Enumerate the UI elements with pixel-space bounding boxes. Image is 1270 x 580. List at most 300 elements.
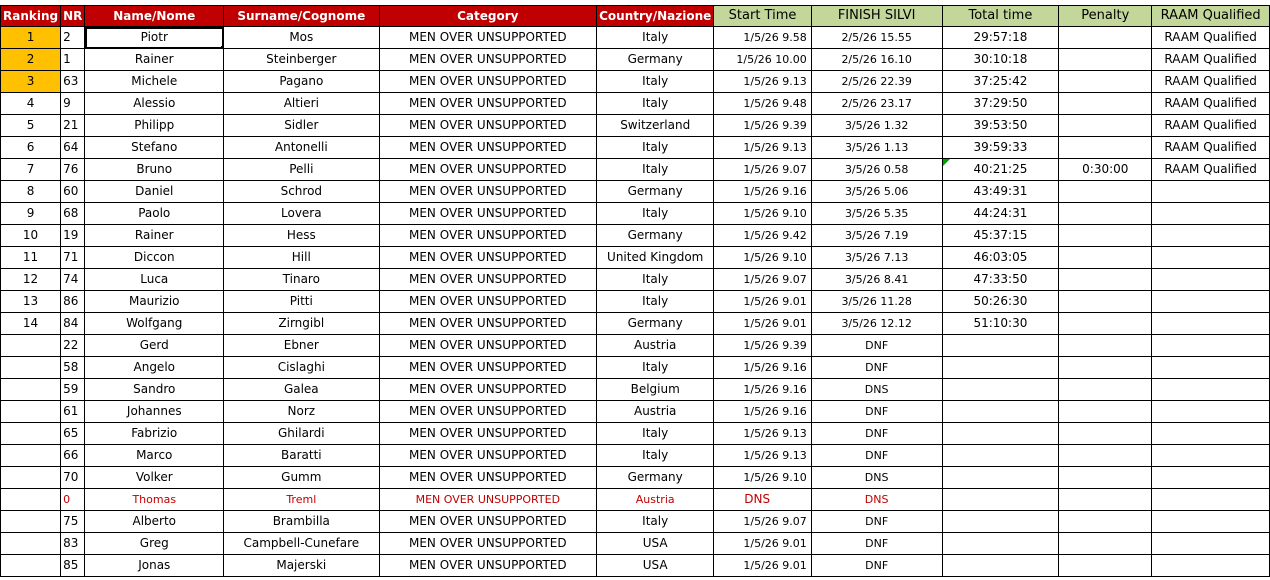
cell-ranking[interactable]: 11 <box>1 247 61 269</box>
cell-surname[interactable]: Lovera <box>224 203 379 225</box>
cell-nr[interactable]: 63 <box>61 71 85 93</box>
cell-finish[interactable]: 3/5/26 5.06 <box>811 181 942 203</box>
cell-name[interactable]: Paolo <box>85 203 224 225</box>
cell-country[interactable]: Italy <box>597 159 714 181</box>
cell-surname[interactable]: Schrod <box>224 181 379 203</box>
cell-category[interactable]: MEN OVER UNSUPPORTED <box>379 555 597 577</box>
cell-penalty[interactable] <box>1059 225 1152 247</box>
cell-raam[interactable] <box>1152 555 1270 577</box>
cell-surname[interactable]: Hill <box>224 247 379 269</box>
header-ranking[interactable]: Ranking <box>1 6 61 27</box>
cell-start-time[interactable]: 1/5/26 9.13 <box>714 71 811 93</box>
cell-nr[interactable]: 74 <box>61 269 85 291</box>
cell-finish[interactable]: 3/5/26 8.41 <box>811 269 942 291</box>
cell-start-time[interactable]: 1/5/26 9.10 <box>714 467 811 489</box>
cell-start-time[interactable]: 1/5/26 9.01 <box>714 555 811 577</box>
cell-name[interactable]: Marco <box>85 445 224 467</box>
cell-country[interactable]: Italy <box>597 291 714 313</box>
cell-total-time[interactable]: 47:33:50 <box>942 269 1059 291</box>
cell-start-time[interactable]: DNS <box>714 489 811 511</box>
cell-penalty[interactable] <box>1059 93 1152 115</box>
cell-country[interactable]: Austria <box>597 335 714 357</box>
cell-nr[interactable]: 9 <box>61 93 85 115</box>
cell-category[interactable]: MEN OVER UNSUPPORTED <box>379 27 597 49</box>
cell-nr[interactable]: 66 <box>61 445 85 467</box>
cell-category[interactable]: MEN OVER UNSUPPORTED <box>379 137 597 159</box>
cell-name[interactable]: Philipp <box>85 115 224 137</box>
cell-ranking[interactable]: 4 <box>1 93 61 115</box>
cell-surname[interactable]: Sidler <box>224 115 379 137</box>
cell-finish[interactable]: 3/5/26 7.19 <box>811 225 942 247</box>
cell-nr[interactable]: 61 <box>61 401 85 423</box>
cell-ranking[interactable] <box>1 533 61 555</box>
cell-start-time[interactable]: 1/5/26 9.07 <box>714 269 811 291</box>
cell-finish[interactable]: DNF <box>811 555 942 577</box>
table-row <box>1 511 1270 533</box>
header-surname[interactable]: Surname/Cognome <box>224 6 379 27</box>
cell-name[interactable]: Johannes <box>85 401 224 423</box>
cell-start-time[interactable]: 1/5/26 9.16 <box>714 379 811 401</box>
cell-start-time[interactable]: 1/5/26 9.10 <box>714 203 811 225</box>
cell-raam[interactable] <box>1152 511 1270 533</box>
cell-finish[interactable]: 3/5/26 1.32 <box>811 115 942 137</box>
cell-name[interactable]: Sandro <box>85 379 224 401</box>
cell-finish[interactable]: 3/5/26 11.28 <box>811 291 942 313</box>
cell-raam[interactable]: RAAM Qualified <box>1152 49 1270 71</box>
cell-penalty[interactable] <box>1059 335 1152 357</box>
cell-category[interactable]: MEN OVER UNSUPPORTED <box>379 247 597 269</box>
table-row <box>1 291 1270 313</box>
header-penalty[interactable]: Penalty <box>1059 6 1152 27</box>
cell-start-time[interactable]: 1/5/26 9.07 <box>714 511 811 533</box>
cell-ranking[interactable] <box>1 555 61 577</box>
cell-raam[interactable] <box>1152 489 1270 511</box>
cell-name[interactable]: Gerd <box>85 335 224 357</box>
cell-ranking[interactable]: 9 <box>1 203 61 225</box>
cell-name[interactable]: Piotr <box>85 27 224 49</box>
cell-nr[interactable]: 83 <box>61 533 85 555</box>
cell-country[interactable]: Italy <box>597 357 714 379</box>
cell-surname[interactable]: Hess <box>224 225 379 247</box>
cell-name[interactable]: Maurizio <box>85 291 224 313</box>
cell-ranking[interactable]: 14 <box>1 313 61 335</box>
header-country[interactable]: Country/Nazione <box>597 6 714 27</box>
cell-total-time[interactable] <box>942 467 1059 489</box>
cell-surname[interactable]: Norz <box>224 401 379 423</box>
cell-start-time[interactable]: 1/5/26 9.16 <box>714 181 811 203</box>
cell-raam[interactable] <box>1152 181 1270 203</box>
cell-raam[interactable] <box>1152 313 1270 335</box>
cell-penalty[interactable] <box>1059 291 1152 313</box>
cell-name[interactable]: Rainer <box>85 49 224 71</box>
cell-start-time[interactable]: 1/5/26 9.13 <box>714 137 811 159</box>
table-row <box>1 445 1270 467</box>
cell-category[interactable]: MEN OVER UNSUPPORTED <box>379 401 597 423</box>
cell-category[interactable]: MEN OVER UNSUPPORTED <box>379 49 597 71</box>
cell-start-time[interactable]: 1/5/26 9.42 <box>714 225 811 247</box>
cell-nr[interactable]: 64 <box>61 137 85 159</box>
cell-category[interactable]: MEN OVER UNSUPPORTED <box>379 269 597 291</box>
cell-start-time[interactable]: 1/5/26 9.48 <box>714 93 811 115</box>
table-row <box>1 49 1270 71</box>
cell-ranking[interactable] <box>1 423 61 445</box>
cell-surname[interactable]: Pagano <box>224 71 379 93</box>
cell-nr[interactable]: 85 <box>61 555 85 577</box>
cell-start-time[interactable]: 1/5/26 9.13 <box>714 423 811 445</box>
cell-name[interactable]: Thomas <box>85 489 224 511</box>
cell-total-time[interactable]: 46:03:05 <box>942 247 1059 269</box>
cell-nr[interactable]: 70 <box>61 467 85 489</box>
table-row <box>1 467 1270 489</box>
cell-raam[interactable] <box>1152 445 1270 467</box>
cell-total-time[interactable]: 37:25:42 <box>942 71 1059 93</box>
cell-total-time[interactable] <box>942 445 1059 467</box>
cell-category[interactable]: MEN OVER UNSUPPORTED <box>379 93 597 115</box>
cell-penalty[interactable] <box>1059 137 1152 159</box>
cell-finish[interactable]: 2/5/26 15.55 <box>811 27 942 49</box>
cell-country[interactable]: USA <box>597 555 714 577</box>
cell-finish[interactable]: 2/5/26 16.10 <box>811 49 942 71</box>
cell-surname[interactable]: Baratti <box>224 445 379 467</box>
cell-start-time[interactable]: 1/5/26 9.07 <box>714 159 811 181</box>
cell-surname[interactable]: Campbell-Cunefare <box>224 533 379 555</box>
cell-ranking[interactable]: 7 <box>1 159 61 181</box>
cell-country[interactable]: Germany <box>597 181 714 203</box>
cell-category[interactable]: MEN OVER UNSUPPORTED <box>379 159 597 181</box>
header-start-time[interactable]: Start Time <box>714 6 811 27</box>
cell-ranking[interactable]: 2 <box>1 49 61 71</box>
cell-category[interactable]: MEN OVER UNSUPPORTED <box>379 225 597 247</box>
cell-ranking[interactable]: 3 <box>1 71 61 93</box>
cell-category[interactable]: MEN OVER UNSUPPORTED <box>379 445 597 467</box>
cell-finish[interactable]: DNF <box>811 401 942 423</box>
cell-country[interactable]: Italy <box>597 511 714 533</box>
cell-nr[interactable]: 68 <box>61 203 85 225</box>
cell-surname[interactable]: Mos <box>224 27 379 49</box>
cell-country[interactable]: Italy <box>597 269 714 291</box>
cell-finish[interactable]: DNF <box>811 335 942 357</box>
cell-surname[interactable]: Galea <box>224 379 379 401</box>
cell-finish[interactable]: DNF <box>811 423 942 445</box>
cell-total-time[interactable]: 50:26:30 <box>942 291 1059 313</box>
cell-country[interactable]: Italy <box>597 71 714 93</box>
cell-penalty[interactable] <box>1059 511 1152 533</box>
table-row <box>1 181 1270 203</box>
cell-category[interactable]: MEN OVER UNSUPPORTED <box>379 115 597 137</box>
cell-name[interactable]: Bruno <box>85 159 224 181</box>
cell-penalty[interactable] <box>1059 247 1152 269</box>
cell-name[interactable]: Rainer <box>85 225 224 247</box>
cell-raam[interactable] <box>1152 357 1270 379</box>
cell-country[interactable]: Italy <box>597 27 714 49</box>
cell-finish[interactable]: 3/5/26 1.13 <box>811 137 942 159</box>
cell-category[interactable]: MEN OVER UNSUPPORTED <box>379 423 597 445</box>
cell-start-time[interactable]: 1/5/26 9.58 <box>714 27 811 49</box>
cell-category[interactable]: MEN OVER UNSUPPORTED <box>379 357 597 379</box>
cell-total-time[interactable] <box>942 401 1059 423</box>
cell-penalty[interactable] <box>1059 489 1152 511</box>
cell-surname[interactable]: Ebner <box>224 335 379 357</box>
cell-nr[interactable]: 21 <box>61 115 85 137</box>
cell-ranking[interactable]: 1 <box>1 27 61 49</box>
cell-penalty[interactable] <box>1059 71 1152 93</box>
cell-name[interactable]: Alessio <box>85 93 224 115</box>
cell-total-time[interactable] <box>942 357 1059 379</box>
cell-country[interactable]: Germany <box>597 225 714 247</box>
cell-name[interactable]: Volker <box>85 467 224 489</box>
cell-nr[interactable]: 75 <box>61 511 85 533</box>
cell-raam[interactable]: RAAM Qualified <box>1152 159 1270 181</box>
cell-total-time[interactable]: 44:24:31 <box>942 203 1059 225</box>
cell-surname[interactable]: Ghilardi <box>224 423 379 445</box>
table-row <box>1 423 1270 445</box>
cell-penalty[interactable] <box>1059 203 1152 225</box>
cell-name[interactable]: Angelo <box>85 357 224 379</box>
cell-ranking[interactable] <box>1 511 61 533</box>
cell-total-time[interactable] <box>942 555 1059 577</box>
cell-country[interactable]: Italy <box>597 93 714 115</box>
cell-raam[interactable]: RAAM Qualified <box>1152 137 1270 159</box>
cell-surname[interactable]: Pelli <box>224 159 379 181</box>
cell-ranking[interactable]: 8 <box>1 181 61 203</box>
cell-name[interactable]: Jonas <box>85 555 224 577</box>
cell-penalty[interactable] <box>1059 49 1152 71</box>
cell-finish[interactable]: DNS <box>811 489 942 511</box>
cell-finish[interactable]: 3/5/26 12.12 <box>811 313 942 335</box>
cell-penalty[interactable] <box>1059 27 1152 49</box>
cell-raam[interactable] <box>1152 247 1270 269</box>
cell-name[interactable]: Wolfgang <box>85 313 224 335</box>
cell-ranking[interactable] <box>1 467 61 489</box>
cell-country[interactable]: Austria <box>597 401 714 423</box>
cell-nr[interactable]: 71 <box>61 247 85 269</box>
cell-finish[interactable]: 3/5/26 7.13 <box>811 247 942 269</box>
header-nr[interactable]: NR <box>61 6 85 27</box>
cell-total-time[interactable]: 45:37:15 <box>942 225 1059 247</box>
cell-total-time[interactable] <box>942 335 1059 357</box>
cell-penalty[interactable]: 0:30:00 <box>1059 159 1152 181</box>
header-total-time[interactable]: Total time <box>942 6 1059 27</box>
cell-country[interactable]: Belgium <box>597 379 714 401</box>
cell-finish[interactable]: DNS <box>811 379 942 401</box>
cell-total-time[interactable]: 43:49:31 <box>942 181 1059 203</box>
cell-surname[interactable]: Altieri <box>224 93 379 115</box>
cell-category[interactable]: MEN OVER UNSUPPORTED <box>379 511 597 533</box>
cell-category[interactable]: MEN OVER UNSUPPORTED <box>379 489 597 511</box>
cell-penalty[interactable] <box>1059 115 1152 137</box>
cell-category[interactable]: MEN OVER UNSUPPORTED <box>379 291 597 313</box>
cell-nr[interactable]: 86 <box>61 291 85 313</box>
cell-nr[interactable]: 0 <box>61 489 85 511</box>
cell-nr[interactable]: 1 <box>61 49 85 71</box>
cell-total-time[interactable]: 29:57:18 <box>942 27 1059 49</box>
cell-ranking[interactable]: 5 <box>1 115 61 137</box>
header-raam[interactable]: RAAM Qualified <box>1152 6 1270 27</box>
cell-raam[interactable]: RAAM Qualified <box>1152 27 1270 49</box>
cell-nr[interactable]: 76 <box>61 159 85 181</box>
cell-raam[interactable] <box>1152 225 1270 247</box>
cell-ranking[interactable]: 10 <box>1 225 61 247</box>
cell-finish[interactable]: DNF <box>811 357 942 379</box>
cell-ranking[interactable] <box>1 489 61 511</box>
cell-country[interactable]: Italy <box>597 203 714 225</box>
cell-category[interactable]: MEN OVER UNSUPPORTED <box>379 313 597 335</box>
header-name[interactable]: Name/Nome <box>85 6 224 27</box>
cell-penalty[interactable] <box>1059 313 1152 335</box>
cell-surname[interactable]: Gumm <box>224 467 379 489</box>
cell-penalty[interactable] <box>1059 423 1152 445</box>
cell-penalty[interactable] <box>1059 269 1152 291</box>
cell-ranking[interactable] <box>1 445 61 467</box>
cell-name[interactable]: Diccon <box>85 247 224 269</box>
cell-total-time[interactable] <box>942 423 1059 445</box>
cell-country[interactable]: Italy <box>597 137 714 159</box>
cell-penalty[interactable] <box>1059 467 1152 489</box>
cell-start-time[interactable]: 1/5/26 9.13 <box>714 445 811 467</box>
cell-penalty[interactable] <box>1059 379 1152 401</box>
cell-ranking[interactable]: 12 <box>1 269 61 291</box>
cell-country[interactable]: USA <box>597 533 714 555</box>
cell-surname[interactable]: Steinberger <box>224 49 379 71</box>
cell-nr[interactable]: 84 <box>61 313 85 335</box>
cell-ranking[interactable] <box>1 335 61 357</box>
cell-country[interactable]: Switzerland <box>597 115 714 137</box>
cell-name[interactable]: Greg <box>85 533 224 555</box>
cell-raam[interactable] <box>1152 291 1270 313</box>
table-row <box>1 313 1270 335</box>
cell-surname[interactable]: Brambilla <box>224 511 379 533</box>
cell-country[interactable]: Austria <box>597 489 714 511</box>
cell-nr[interactable]: 65 <box>61 423 85 445</box>
cell-finish[interactable]: DNF <box>811 445 942 467</box>
cell-raam[interactable] <box>1152 533 1270 555</box>
cell-raam[interactable] <box>1152 423 1270 445</box>
cell-finish[interactable]: 2/5/26 23.17 <box>811 93 942 115</box>
cell-raam[interactable]: RAAM Qualified <box>1152 115 1270 137</box>
header-category[interactable]: Category <box>379 6 597 27</box>
cell-nr[interactable]: 60 <box>61 181 85 203</box>
cell-penalty[interactable] <box>1059 181 1152 203</box>
cell-category[interactable]: MEN OVER UNSUPPORTED <box>379 181 597 203</box>
cell-name[interactable]: Fabrizio <box>85 423 224 445</box>
cell-finish[interactable]: 3/5/26 5.35 <box>811 203 942 225</box>
cell-finish[interactable]: DNF <box>811 533 942 555</box>
cell-raam[interactable] <box>1152 401 1270 423</box>
cell-raam[interactable] <box>1152 379 1270 401</box>
cell-raam[interactable]: RAAM Qualified <box>1152 71 1270 93</box>
cell-nr[interactable]: 58 <box>61 357 85 379</box>
cell-category[interactable]: MEN OVER UNSUPPORTED <box>379 379 597 401</box>
cell-name[interactable]: Alberto <box>85 511 224 533</box>
cell-finish[interactable]: 3/5/26 0.58 <box>811 159 942 181</box>
cell-penalty[interactable] <box>1059 357 1152 379</box>
cell-country[interactable]: United Kingdom <box>597 247 714 269</box>
cell-country[interactable]: Germany <box>597 313 714 335</box>
cell-name[interactable]: Daniel <box>85 181 224 203</box>
cell-ranking[interactable]: 6 <box>1 137 61 159</box>
cell-category[interactable]: MEN OVER UNSUPPORTED <box>379 203 597 225</box>
cell-start-time[interactable]: 1/5/26 9.01 <box>714 313 811 335</box>
cell-country[interactable]: Italy <box>597 445 714 467</box>
cell-country[interactable]: Germany <box>597 49 714 71</box>
cell-name[interactable]: Stefano <box>85 137 224 159</box>
cell-name[interactable]: Luca <box>85 269 224 291</box>
cell-penalty[interactable] <box>1059 555 1152 577</box>
cell-start-time[interactable]: 1/5/26 9.16 <box>714 357 811 379</box>
table-row <box>1 269 1270 291</box>
cell-total-time[interactable]: 30:10:18 <box>942 49 1059 71</box>
cell-total-time[interactable]: 37:29:50 <box>942 93 1059 115</box>
cell-category[interactable]: MEN OVER UNSUPPORTED <box>379 533 597 555</box>
cell-surname[interactable]: Pitti <box>224 291 379 313</box>
cell-total-time[interactable] <box>942 511 1059 533</box>
cell-total-time[interactable]: 39:53:50 <box>942 115 1059 137</box>
cell-nr[interactable]: 19 <box>61 225 85 247</box>
cell-nr[interactable]: 59 <box>61 379 85 401</box>
cell-start-time[interactable]: 1/5/26 9.10 <box>714 247 811 269</box>
cell-total-time[interactable] <box>942 379 1059 401</box>
cell-surname[interactable]: Antonelli <box>224 137 379 159</box>
cell-finish[interactable]: 2/5/26 22.39 <box>811 71 942 93</box>
cell-nr[interactable]: 22 <box>61 335 85 357</box>
cell-surname[interactable]: Cislaghi <box>224 357 379 379</box>
cell-raam[interactable]: RAAM Qualified <box>1152 93 1270 115</box>
cell-start-time[interactable]: 1/5/26 10.00 <box>714 49 811 71</box>
cell-raam[interactable] <box>1152 203 1270 225</box>
cell-start-time[interactable]: 1/5/26 9.39 <box>714 335 811 357</box>
cell-country[interactable]: Germany <box>597 467 714 489</box>
cell-finish[interactable]: DNF <box>811 511 942 533</box>
cell-total-time[interactable] <box>942 489 1059 511</box>
cell-total-time[interactable]: 40:21:25 <box>942 159 1059 181</box>
cell-total-time[interactable] <box>942 533 1059 555</box>
cell-penalty[interactable] <box>1059 533 1152 555</box>
cell-name[interactable]: Michele <box>85 71 224 93</box>
cell-raam[interactable] <box>1152 335 1270 357</box>
cell-surname[interactable]: Majerski <box>224 555 379 577</box>
cell-ranking[interactable] <box>1 357 61 379</box>
cell-total-time[interactable]: 51:10:30 <box>942 313 1059 335</box>
cell-total-time[interactable]: 39:59:33 <box>942 137 1059 159</box>
table-row <box>1 71 1270 93</box>
cell-surname[interactable]: Treml <box>224 489 379 511</box>
cell-category[interactable]: MEN OVER UNSUPPORTED <box>379 335 597 357</box>
header-finish[interactable]: FINISH SILVI <box>811 6 942 27</box>
cell-start-time[interactable]: 1/5/26 9.16 <box>714 401 811 423</box>
cell-penalty[interactable] <box>1059 445 1152 467</box>
cell-start-time[interactable]: 1/5/26 9.39 <box>714 115 811 137</box>
cell-raam[interactable] <box>1152 467 1270 489</box>
cell-nr[interactable]: 2 <box>61 27 85 49</box>
cell-start-time[interactable]: 1/5/26 9.01 <box>714 533 811 555</box>
table-row <box>1 159 1270 181</box>
cell-category[interactable]: MEN OVER UNSUPPORTED <box>379 467 597 489</box>
cell-ranking[interactable] <box>1 401 61 423</box>
cell-country[interactable]: Italy <box>597 423 714 445</box>
table-row <box>1 489 1270 511</box>
cell-ranking[interactable]: 13 <box>1 291 61 313</box>
cell-surname[interactable]: Zirngibl <box>224 313 379 335</box>
cell-raam[interactable] <box>1152 269 1270 291</box>
table-row <box>1 533 1270 555</box>
cell-category[interactable]: MEN OVER UNSUPPORTED <box>379 71 597 93</box>
cell-finish[interactable]: DNS <box>811 467 942 489</box>
table-row <box>1 335 1270 357</box>
cell-start-time[interactable]: 1/5/26 9.01 <box>714 291 811 313</box>
cell-penalty[interactable] <box>1059 401 1152 423</box>
cell-ranking[interactable] <box>1 379 61 401</box>
cell-surname[interactable]: Tinaro <box>224 269 379 291</box>
